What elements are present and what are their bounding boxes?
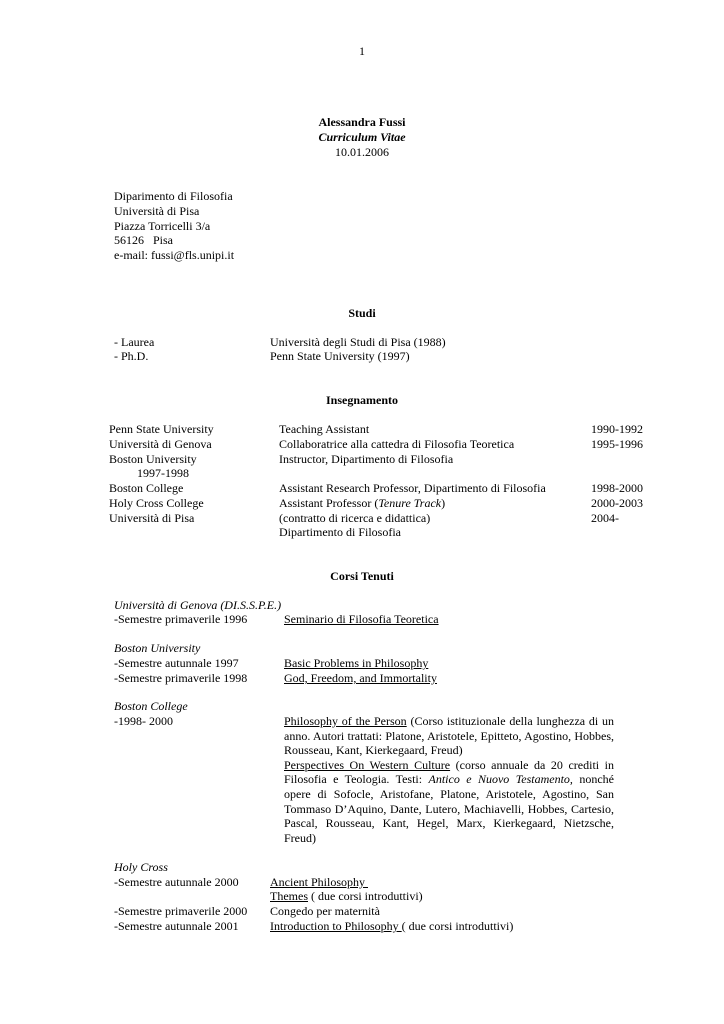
address-line: 56126 Pisa [114,233,174,247]
course-line: Themes ( due corsi introduttivi) [270,889,423,903]
teaching-years: 2000-2003 [591,496,643,510]
course-title: Basic Problems in Philosophy [284,656,429,670]
course-institution: Boston College [114,699,188,713]
course-term: -1998- 2000 [114,714,173,728]
course-title: Philosophy of the Person [284,714,407,728]
course-title: Seminario di Filosofia Teoretica [284,612,439,626]
author-name: Alessandra Fussi [318,115,406,129]
email[interactable]: e-mail: fussi@fls.unipi.it [114,248,235,262]
teaching-institution: Boston University [109,452,197,466]
course-title: Themes [270,889,308,903]
degree-label: - Laurea [114,335,155,349]
degree-place: Penn State University (1997) [270,349,410,363]
course-title: God, Freedom, and Immortality [284,671,437,685]
course-institution: Holy Cross [114,860,168,874]
section-heading-corsi: Corsi Tenuti [330,569,394,583]
document-title: Curriculum Vitae [318,130,406,144]
course-title: Congedo per maternità [270,904,380,918]
course-term: -Semestre autunnale 1997 [114,656,239,670]
teaching-institution: Università di Pisa [109,511,195,525]
address-line: Università di Pisa [114,204,200,218]
course-title: Ancient Philosophy [270,875,368,889]
section-heading-studi: Studi [348,306,376,320]
teaching-role: Assistant Professor (Tenure Track) [279,496,446,510]
teaching-institution: Boston College [109,481,184,495]
address-line: Diparimento di Filosofia [114,189,233,203]
teaching-years: 2004- [591,511,619,525]
teaching-institution: Università di Genova [109,437,212,451]
teaching-institution: Holy Cross College [109,496,204,510]
teaching-institution: Penn State University [109,422,214,436]
course-line: Introduction to Philosophy ( due corsi introduttivi) [270,919,514,933]
course-term: -Semestre primaverile 2000 [114,904,248,918]
teaching-role: Teaching Assistant [279,422,370,436]
teaching-role: Collaboratrice alla cattedra di Filosofia Teoretica [279,437,515,451]
teaching-role: (contratto di ricerca e didattica) [279,511,431,525]
section-heading-insegnamento: Insegnamento [325,393,398,407]
document-date: 10.01.2006 [335,145,389,159]
course-description: Philosophy of the Person (Corso istituzionale della lunghezza di un anno. Autori trattati: Platone, Aristotele, Epitteto, Agostino, Hobbes, Rousseau, Kant, Kierkegaard, Freud) Perspectives On Western Culture (corso annuale da 20 crediti in Filosofia e Teologia. Testi: Antico e Nuovo Testamento, nonché opere di Sofocle, Aristofane, Platone, Aristotele, Agostino, San Tommaso D’Aquino, Dante, Lutero, Machiavelli, Hobbes, Cartesio, Pascal, Rousseau, Kant, Hegel, Marx, Kierkegaard, Nietzsche, Freud) [284,714,614,845]
course-term: -Semestre primaverile 1996 [114,612,248,626]
teaching-role: Assistant Research Professor, Dipartimento di Filosofia [279,481,546,495]
teaching-years: 1998-2000 [591,481,643,495]
teaching-years: 1990-1992 [591,422,643,436]
teaching-role: Instructor, Dipartimento di Filosofia [279,452,454,466]
address-line: Piazza Torricelli 3/a [114,219,211,233]
page-number: 1 [359,44,365,58]
degree-label: - Ph.D. [114,349,149,363]
course-institution: Università di Genova (DI.S.S.P.E.) [114,598,282,612]
teaching-years: 1997-1998 [137,466,189,480]
course-term: -Semestre primaverile 1998 [114,671,248,685]
teaching-role: Dipartimento di Filosofia [279,525,401,539]
course-title: Perspectives On Western Culture [284,757,451,772]
course-title: Introduction to Philosophy [270,919,402,933]
teaching-years: 1995-1996 [591,437,643,451]
degree-place: Università degli Studi di Pisa (1988) [270,335,446,349]
course-term: -Semestre autunnale 2001 [114,919,239,933]
course-institution: Boston University [114,641,201,655]
course-term: -Semestre autunnale 2000 [114,875,239,889]
